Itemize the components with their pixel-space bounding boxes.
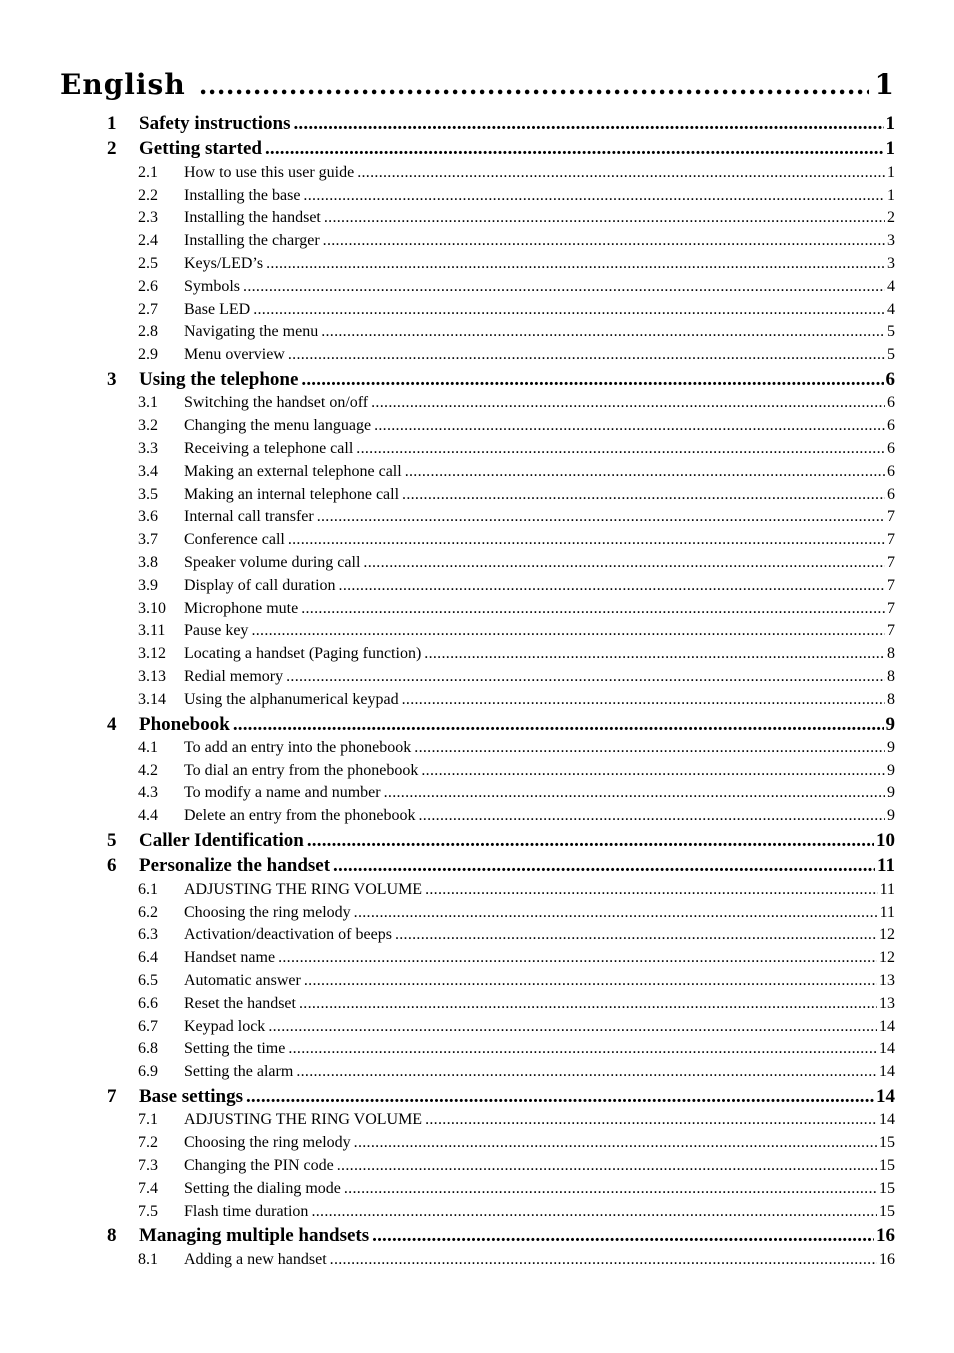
toc-entry-title: Conference call [184, 531, 285, 549]
toc-entry-page: 3 [887, 254, 895, 272]
toc-dot-leader [372, 1225, 874, 1247]
toc-entry-page: 11 [879, 903, 895, 921]
toc-entry-number: 3.6 [138, 508, 158, 526]
toc-dot-leader [293, 113, 883, 135]
toc-dot-leader [425, 1111, 877, 1129]
toc-entry-number: 2.6 [138, 277, 158, 295]
toc-entry-number: 7.1 [138, 1111, 158, 1129]
toc-entry-title: Pause key [184, 622, 249, 640]
toc-entry-page: 11 [877, 855, 895, 877]
toc-entry-page: 15 [879, 1157, 895, 1175]
toc-entry-page: 6 [887, 462, 895, 480]
toc-entry-title: Redial memory [184, 667, 284, 685]
toc-entry-number: 2.7 [138, 300, 158, 318]
toc-entry-number: 6.5 [138, 972, 158, 990]
toc-dot-leader [296, 1063, 877, 1081]
toc-entry-page: 12 [879, 949, 895, 967]
toc-entry-title: Installing the base [184, 186, 301, 204]
toc-entry-page: 14 [879, 1063, 895, 1081]
toc-entry-number: 3.9 [138, 576, 158, 594]
toc-entry-number: 2.8 [138, 323, 158, 341]
toc-entry-title: Changing the menu language [184, 417, 372, 435]
toc-entry-number: 6.1 [138, 880, 158, 898]
toc-section-entry[interactable] [0, 995, 954, 1018]
toc-section-entry[interactable] [0, 440, 954, 463]
toc-dot-leader [363, 554, 885, 572]
toc-section-entry[interactable] [0, 323, 954, 346]
toc-dot-leader [374, 417, 885, 435]
toc-entry-number: 6.7 [138, 1017, 158, 1035]
toc-section-entry[interactable] [0, 1157, 954, 1180]
toc-entry-number: 6.6 [138, 994, 158, 1012]
toc-chapter-entry[interactable] [0, 830, 954, 855]
toc-dot-leader [425, 881, 878, 899]
toc-entry-page: 5 [887, 346, 895, 364]
toc-dot-leader [251, 622, 885, 640]
toc-entry-title: Using the alphanumerical keypad [184, 690, 399, 708]
toc-entry-page: 7 [887, 599, 895, 617]
toc-entry-page: 9 [887, 761, 895, 779]
toc-entry-title: Reset the handset [184, 994, 296, 1012]
toc-entry-number: 3.11 [138, 622, 166, 640]
toc-dot-leader [243, 278, 885, 296]
toc-dot-leader [278, 949, 877, 967]
toc-entry-number: 3.10 [138, 599, 166, 617]
toc-entry-title: Automatic answer [184, 972, 301, 990]
toc-section-entry[interactable] [0, 926, 954, 949]
toc-entry-title: Handset name [184, 949, 276, 967]
toc-dot-leader [424, 645, 885, 663]
toc-entry-number: 3.4 [138, 462, 158, 480]
toc-dot-leader [233, 714, 884, 736]
toc-entry-title: Flash time duration [184, 1202, 309, 1220]
toc-entry-title: Adding a new handset [184, 1250, 327, 1268]
toc-entry-title: Getting started [139, 138, 262, 160]
toc-dot-leader [288, 346, 885, 364]
toc-entry-page: 6 [887, 394, 895, 412]
toc-dot-leader [266, 255, 885, 273]
toc-section-entry[interactable] [0, 187, 954, 210]
toc-entry-number: 4.3 [138, 784, 158, 802]
toc-section-entry[interactable] [0, 1203, 954, 1226]
toc-dot-leader [299, 995, 877, 1013]
toc-entry-page: 7 [887, 531, 895, 549]
toc-entry-page: 1 [887, 186, 895, 204]
toc-entry-page: 8 [887, 645, 895, 663]
toc-dot-leader [402, 486, 885, 504]
toc-entry-title: ADJUSTING THE RING VOLUME [184, 880, 423, 898]
toc-entry-title: Setting the time [184, 1040, 286, 1058]
toc-entry-number: 6.8 [138, 1040, 158, 1058]
toc-entry-page: 13 [879, 994, 895, 1012]
toc-entry-number: 2.4 [138, 232, 158, 250]
toc-entry-number: 6 [107, 855, 117, 877]
toc-section-entry[interactable] [0, 784, 954, 807]
toc-entry-title: Managing multiple handsets [139, 1225, 370, 1247]
toc-dot-leader [288, 531, 885, 549]
toc-entry-page: 9 [887, 738, 895, 756]
toc-section-entry[interactable] [0, 508, 954, 531]
toc-heading [60, 68, 894, 110]
toc-entry-page: 7 [887, 553, 895, 571]
toc-dot-leader [301, 369, 883, 391]
toc-section-entry[interactable] [0, 209, 954, 232]
toc-dot-leader [286, 668, 885, 686]
toc-entry-page: 6 [887, 439, 895, 457]
toc-dot-leader [357, 164, 885, 182]
toc-entry-number: 3.7 [138, 531, 158, 549]
toc-entry-title: Installing the handset [184, 209, 321, 227]
toc-entry-page: 2 [887, 209, 895, 227]
toc-section-entry[interactable] [0, 554, 954, 577]
toc-entry-title: Caller Identification [139, 830, 304, 852]
toc-entry-page: 7 [887, 508, 895, 526]
toc-entry-number: 4.1 [138, 738, 158, 756]
toc-dot-leader [421, 762, 885, 780]
toc-entry-number: 4.4 [138, 807, 158, 825]
toc-entry-number: 3.12 [138, 645, 166, 663]
toc-entry-page: 9 [887, 807, 895, 825]
toc-entry-number: 2.5 [138, 254, 158, 272]
toc-dot-leader [354, 904, 878, 922]
toc-dot-leader [307, 830, 874, 852]
toc-chapter-entry[interactable] [0, 369, 954, 394]
toc-entry-title: Menu overview [184, 346, 285, 364]
toc-entry-page: 1 [885, 113, 895, 134]
toc-dot-leader [301, 600, 885, 618]
toc-entry-title: Activation/deactivation of beeps [184, 926, 392, 944]
toc-entry-title: To modify a name and number [184, 784, 381, 802]
toc-section-entry[interactable] [0, 463, 954, 486]
toc-entry-page: 11 [879, 880, 895, 898]
toc-entry-page: 15 [879, 1179, 895, 1197]
toc-entry-title: Internal call transfer [184, 508, 314, 526]
toc-entry-number: 3.1 [138, 394, 158, 412]
toc-entry-number: 6.9 [138, 1063, 158, 1081]
toc-entry-page: 15 [879, 1134, 895, 1152]
toc-chapter-entry[interactable] [0, 138, 954, 163]
toc-entry-title: ADJUSTING THE RING VOLUME [184, 1111, 423, 1129]
toc-entry-number: 3.13 [138, 667, 166, 685]
toc-entry-page: 9 [887, 784, 895, 802]
toc-entry-number: 8 [107, 1225, 117, 1247]
toc-entry-page: 9 [885, 713, 895, 735]
toc-entry-number: 3.3 [138, 439, 158, 457]
toc-entry-page: 6 [885, 368, 895, 390]
toc-entry-number: 3.5 [138, 485, 158, 503]
toc-entry-number: 4.2 [138, 761, 158, 779]
toc-dot-leader [330, 1251, 877, 1269]
toc-section-entry[interactable] [0, 1134, 954, 1157]
toc-section-entry[interactable] [0, 881, 954, 904]
toc-entry-number: 2.1 [138, 163, 158, 181]
toc-entry-title: Receiving a telephone call [184, 439, 354, 457]
toc-entry-number: 2.9 [138, 346, 158, 364]
toc-entry-title: Locating a handset (Paging function) [184, 645, 422, 663]
toc-dot-leader [337, 1157, 877, 1175]
toc-entry-page: 16 [876, 1225, 895, 1247]
toc-entry-number: 7.4 [138, 1179, 158, 1197]
toc-entry-number: 4 [107, 713, 117, 735]
toc-section-entry[interactable] [0, 668, 954, 691]
toc-entry-title: Installing the charger [184, 232, 320, 250]
toc-entry-title: Phonebook [139, 713, 230, 735]
toc-entry-title: To dial an entry from the phonebook [184, 761, 419, 779]
toc-section-entry[interactable] [0, 622, 954, 645]
toc-entry-page: 4 [887, 277, 895, 295]
toc-entry-title: Changing the PIN code [184, 1157, 334, 1175]
toc-entry-title: Delete an entry from the phonebook [184, 807, 416, 825]
toc-entry-number: 3.2 [138, 417, 158, 435]
toc-entry-page: 15 [879, 1202, 895, 1220]
toc-entry-title: Switching the handset on/off [184, 394, 369, 412]
toc-dot-leader [371, 394, 885, 412]
toc-chapter-entry[interactable] [0, 113, 954, 138]
toc-entry-page: 16 [879, 1250, 895, 1268]
toc-section-entry[interactable] [0, 1063, 954, 1086]
toc-entry-title: Setting the alarm [184, 1063, 294, 1081]
toc-chapter-entry[interactable] [0, 1225, 954, 1250]
toc-entry-title: Base LED [184, 300, 251, 318]
toc-section-entry[interactable] [0, 278, 954, 301]
toc-section-entry[interactable] [0, 255, 954, 278]
toc-dot-leader [344, 1180, 877, 1198]
toc-entry-number: 7 [107, 1086, 117, 1108]
toc-dot-leader [304, 972, 877, 990]
toc-entry-title: Making an external telephone call [184, 462, 402, 480]
toc-entry-page: 4 [887, 300, 895, 318]
toc-entry-title: Choosing the ring melody [184, 1134, 351, 1152]
toc-entry-title: Safety instructions [139, 113, 291, 134]
toc-entry-number: 8.1 [138, 1250, 158, 1268]
toc-section-entry[interactable] [0, 417, 954, 440]
toc-section-entry[interactable] [0, 1018, 954, 1041]
toc-entry-number: 3.14 [138, 690, 166, 708]
toc-entry-number: 5 [107, 830, 117, 852]
toc-section-entry[interactable] [0, 531, 954, 554]
toc-entry-number: 7.2 [138, 1134, 158, 1152]
toc-dot-leader [323, 232, 885, 250]
toc-dot-leader [414, 739, 885, 757]
toc-entry-title: Using the telephone [139, 368, 299, 390]
toc-heading-title: English [60, 68, 186, 101]
toc-entry-title: Microphone mute [184, 599, 299, 617]
toc-section-entry[interactable] [0, 164, 954, 187]
toc-dot-leader [253, 301, 885, 319]
toc-dot-leader [418, 807, 885, 825]
toc-entry-number: 2 [107, 138, 117, 160]
toc-section-entry[interactable] [0, 904, 954, 927]
toc-entry-page: 14 [879, 1111, 895, 1129]
toc-entry-number: 6.4 [138, 949, 158, 967]
toc-entry-number: 2.2 [138, 186, 158, 204]
toc-section-entry[interactable] [0, 972, 954, 995]
toc-dot-leader [268, 1018, 877, 1036]
toc-entry-title: Display of call duration [184, 576, 336, 594]
toc-dot-leader [405, 463, 885, 481]
toc-entry-title: Speaker volume during call [184, 553, 361, 571]
toc-entry-title: To add an entry into the phonebook [184, 738, 412, 756]
toc-section-entry[interactable] [0, 645, 954, 668]
toc-section-entry[interactable] [0, 1040, 954, 1063]
toc-entry-page: 6 [887, 485, 895, 503]
toc-dot-leader [246, 1086, 874, 1108]
toc-section-entry[interactable] [0, 739, 954, 762]
toc-section-entry[interactable] [0, 1111, 954, 1134]
toc-section-entry[interactable] [0, 1251, 954, 1274]
toc-entry-title: Base settings [139, 1086, 243, 1108]
toc-chapter-entry[interactable] [0, 1086, 954, 1111]
toc-section-entry[interactable] [0, 949, 954, 972]
toc-entry-page: 5 [887, 323, 895, 341]
toc-entry-page: 8 [887, 690, 895, 708]
toc-chapter-entry[interactable] [0, 714, 954, 739]
toc-entry-title: Keypad lock [184, 1017, 266, 1035]
toc-entry-number: 3 [107, 368, 117, 390]
toc-entry-title: Setting the dialing mode [184, 1179, 341, 1197]
toc-entry-number: 6.3 [138, 926, 158, 944]
toc-dot-leader [339, 577, 885, 595]
toc-entry-title: Symbols [184, 277, 241, 295]
toc-entry-number: 3.8 [138, 553, 158, 571]
toc-dot-leader [324, 209, 885, 227]
toc-dot-leader [303, 187, 885, 205]
toc-entry-page: 14 [879, 1040, 895, 1058]
toc-section-entry[interactable] [0, 1180, 954, 1203]
toc-entry-title: Personalize the handset [139, 855, 331, 877]
toc-dot-leader [333, 855, 875, 877]
toc-entry-page: 1 [887, 163, 895, 181]
table-of-contents [0, 113, 954, 1274]
toc-dot-leader [384, 784, 885, 802]
toc-dot-leader [395, 926, 877, 944]
toc-dot-leader [265, 138, 884, 160]
toc-dot-leader [356, 440, 885, 458]
toc-entry-page: 10 [876, 830, 895, 852]
toc-entry-page: 7 [887, 622, 895, 640]
toc-dot-leader [317, 508, 885, 526]
toc-entry-page: 6 [887, 417, 895, 435]
toc-entry-number: 6.2 [138, 903, 158, 921]
toc-section-entry[interactable] [0, 301, 954, 324]
toc-section-entry[interactable] [0, 486, 954, 509]
toc-dot-leader [402, 691, 885, 709]
toc-entry-number: 7.3 [138, 1157, 158, 1175]
toc-section-entry[interactable] [0, 600, 954, 623]
toc-heading-page: 1 [874, 68, 894, 101]
toc-entry-page: 7 [887, 576, 895, 594]
toc-entry-title: Choosing the ring melody [184, 903, 351, 921]
toc-entry-page: 14 [876, 1086, 895, 1108]
toc-entry-number: 7.5 [138, 1202, 158, 1220]
toc-dot-leader [321, 323, 885, 341]
toc-entry-page: 13 [879, 972, 895, 990]
toc-entry-title: How to use this user guide [184, 163, 355, 181]
toc-section-entry[interactable] [0, 807, 954, 830]
toc-section-entry[interactable] [0, 394, 954, 417]
toc-section-entry[interactable] [0, 232, 954, 255]
toc-dot-leader [288, 1040, 877, 1058]
toc-entry-title: Keys/LED’s [184, 254, 264, 272]
toc-section-entry[interactable] [0, 762, 954, 785]
toc-dot-leader [354, 1134, 877, 1152]
toc-entry-title: Navigating the menu [184, 323, 319, 341]
toc-entry-title: Making an internal telephone call [184, 485, 400, 503]
toc-section-entry[interactable] [0, 346, 954, 369]
toc-entry-number: 1 [107, 113, 117, 134]
toc-entry-page: 8 [887, 667, 895, 685]
toc-heading-leader [200, 72, 869, 100]
toc-section-entry[interactable] [0, 577, 954, 600]
toc-entry-page: 3 [887, 232, 895, 250]
toc-section-entry[interactable] [0, 691, 954, 714]
toc-entry-page: 1 [885, 138, 895, 160]
toc-chapter-entry[interactable] [0, 855, 954, 880]
toc-dot-leader [311, 1203, 877, 1221]
toc-entry-page: 12 [879, 926, 895, 944]
toc-entry-number: 2.3 [138, 209, 158, 227]
toc-entry-page: 14 [879, 1017, 895, 1035]
